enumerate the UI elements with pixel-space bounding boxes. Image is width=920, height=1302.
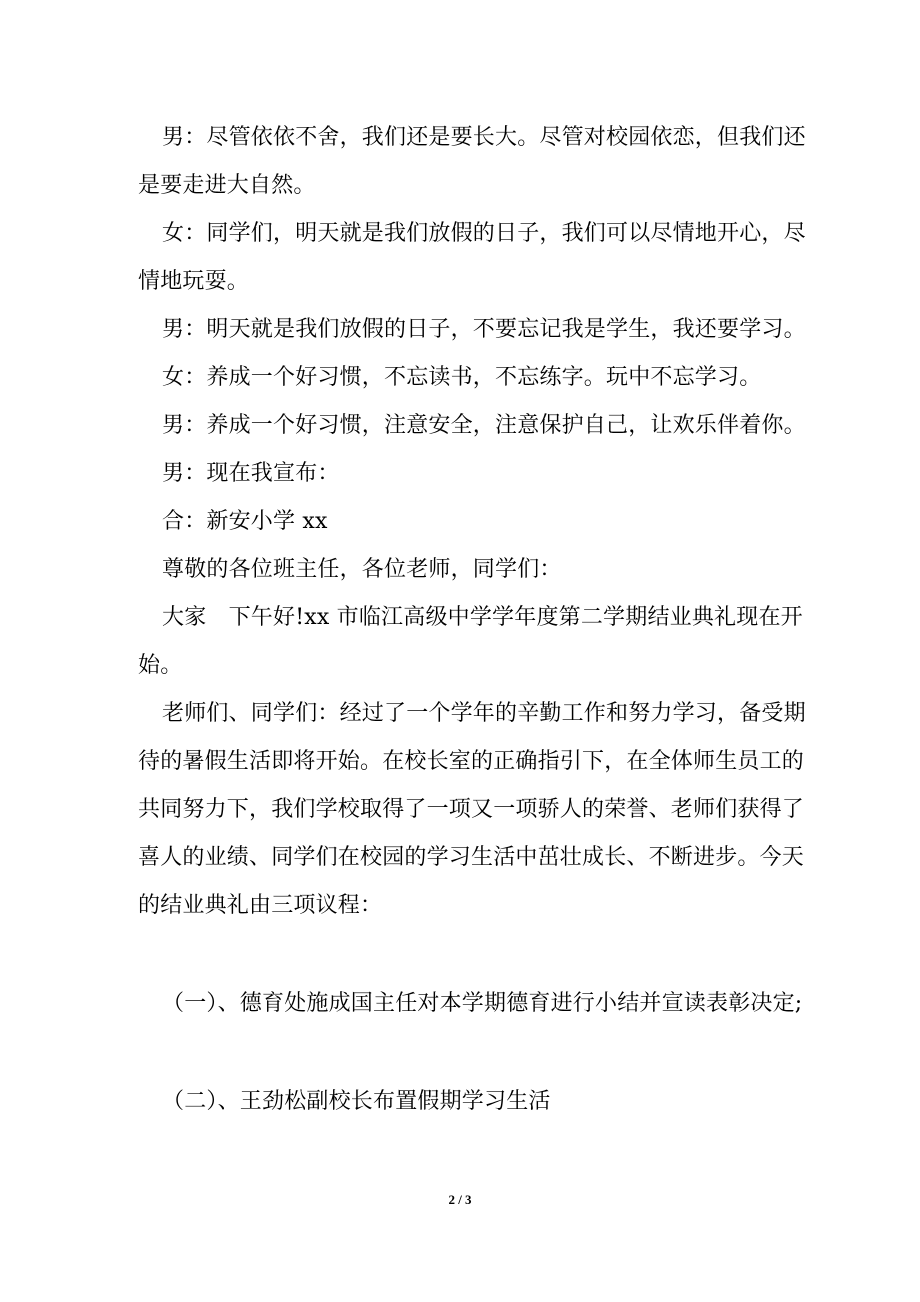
paragraph-line: 老师们、同学们：经过了一个学年的辛勤工作和努力学习，备受期 (162, 701, 806, 726)
paragraph-line: 共同努力下，我们学校取得了一项又一项骄人的荣誉、老师们获得了 (138, 797, 805, 822)
paragraph-line: 男：尽管依依不舍，我们还是要长大。尽管对校园依恋，但我们还 (162, 125, 806, 150)
paragraph-line: 女：养成一个好习惯，不忘读书，不忘练字。玩中不忘学习。 (162, 365, 762, 390)
paragraph-line: 的结业典礼由三项议程： (138, 893, 383, 918)
paragraph-line: 男：现在我宣布： (162, 461, 340, 486)
paragraph-line: 始。 (138, 653, 183, 678)
paragraph-line: 是要走进大自然。 (138, 173, 316, 198)
paragraph-line: 尊敬的各位班主任，各位老师，同学们： (162, 557, 562, 582)
paragraph-line: 男：养成一个好习惯，注意安全，注意保护自己，让欢乐伴着你。 (162, 413, 806, 438)
agenda-item: （二）、王劲松副校长布置假期学习生活 (162, 1089, 551, 1114)
paragraph-line: 男：明天就是我们放假的日子，不要忘记我是学生，我还要学习。 (162, 317, 806, 342)
paragraph-line: 大家 下午好!xx 市临江高级中学学年度第二学期结业典礼现在开 (162, 605, 803, 630)
paragraph-line: 喜人的业绩、同学们在校园的学习生活中茁壮成长、不断进步。今天 (138, 845, 805, 870)
paragraph-line: 女：同学们，明天就是我们放假的日子，我们可以尽情地开心，尽 (162, 221, 806, 246)
agenda-item: （一）、德育处施成国主任对本学期德育进行小结并宣读表彰决定; (162, 991, 803, 1016)
paragraph-line: 情地玩耍。 (138, 269, 250, 294)
paragraph-line: 合：新安小学 xx (162, 509, 328, 534)
paragraph-line: 待的暑假生活即将开始。在校长室的正确指引下，在全体师生员工的 (138, 749, 805, 774)
page-number: 2 / 3 (448, 1192, 472, 1207)
